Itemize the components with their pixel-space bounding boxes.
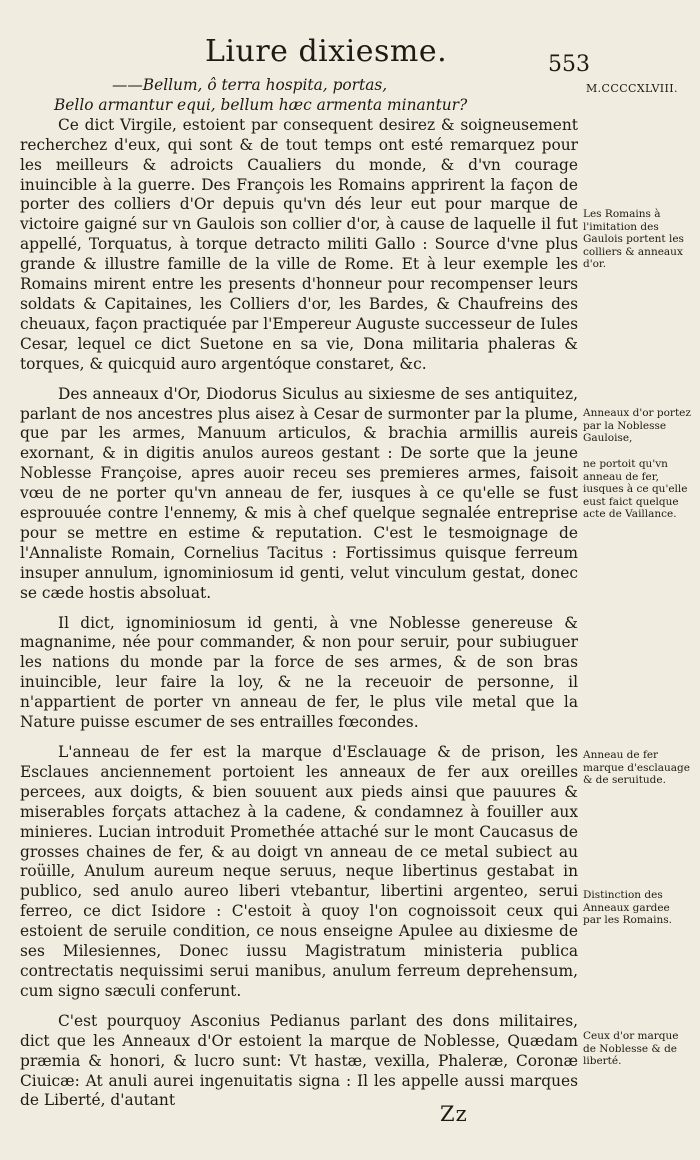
running-title: Liure dixiesme. (205, 34, 448, 69)
main-text-column (20, 76, 578, 1111)
paragraph-ignominiosum: Il dict, ignominiosum id genti, à vne Noblesse genereuse & magnanime, née pour commander, & non pour seruir, pour subiuguer les nations du monde par la force de ses armes, & de son bras inuincible, leur faire la loy, & ne la receuoir de personne, il n'appartient de porter vn anneau de fer, le plus vile metal que la Nature puisse escumer de ses entrailles fœcondes. (20, 613, 578, 732)
sidenote-anneau-de-fer-vaillance: ne portoit qu'vn anneau de fer, iusques à ce qu'elle eust faict quelque acte de Vaillance. (583, 458, 688, 520)
sidenote-distinction-anneaux: Distinction des Anneaux gardee par les Romains. (583, 889, 672, 926)
verse-line-1: ——Bellum, ô terra hospita, portas, (112, 76, 388, 94)
paragraph-asconius: C'est pourquoy Asconius Pedianus parlant des dons militaires, dict que les Anneaux d'Or estoient la marque de Noblesse, Quædam præmia & honori, & lucro sunt: Vt hastæ, vexilla, Phaleræ, Coronæ Ciuicæ: At anuli aurei ingenuitatis signa : Il les appelle aussi marques de Liberté, d'autant (20, 1011, 578, 1110)
verse-line-2: Bello armantur equi, bellum hæc armenta minantur? (54, 95, 468, 114)
year-marginal: M.CCCCXLVIII. (586, 82, 678, 95)
signature-catchword: Zz (440, 1102, 468, 1126)
sidenote-noblesse-liberte: Ceux d'or marque de Noblesse & de liberté. (583, 1030, 679, 1067)
paragraph-anneau-de-fer: L'anneau de fer est la marque d'Esclauage & de prison, les Esclaues anciennement portoient les anneaux de fer aux oreilles percees, aux doigts, & bien souuent aux pieds ainsi que pauures & miserables forçats attachez à la cadene, & condamnez à fouiller aux minieres. Lucian introduit Promethée attaché sur le mont Caucasus de grosses chaines de fer, & au doigt vn anneau de ce metal subiect au roüille, Anulum aureum neque seruus, neque libertinus gestabat in publico, sed anulo aureo liberi vtebantur, libertini argenteo, serui ferreo, ce dict Isidore : C'estoit à quoy l'on cognoissoit ceux qui estoient de seruile condition, ce nous enseigne Apulee au dixiesme de ses Milesiennes, Donec iussu Magistratum ministeria publica contrectatis nequissimi serui manibus, anulum ferreum deprehensum, cum signo sæculi conferunt. (20, 743, 578, 1000)
paragraph-anneaux-diodorus: Des anneaux d'Or, Diodorus Siculus au sixiesme de ses antiquitez, parlant de nos ancestres plus aisez à Cesar de surmonter par la plume, que par les armes, Manuum articulos, & brachia armillis aureis exornant, & in digitis anulos aureos gestant : De sorte que la jeune Noblesse Françoise, apres auoir receu ses premieres armes, faisoit vœu de ne porter qu'vn anneau de fer, iusques à ce qu'elle se fust esprouuée contre l'ennemy, & mis à chef quelque segnalée entreprise pour se mettre en estime & reputation. C'est le tesmoignage de l'Annaliste Romain, Cornelius Tacitus : Fortissimus quisque ferreum insuper annulum, ignominiosum id genti, velut vinculum gestat, donec se cæde hostis absoluat. (20, 384, 578, 602)
sidenote-anneaux-noblesse: Anneaux d'or portez par la Noblesse Gauloise, (583, 407, 691, 444)
paragraph-virgile-colliers: Ce dict Virgile, estoient par consequent desirez & soigneusement recherchez d'eux, qui sont & de tout temps ont esté remarquez pour les meilleurs & adroicts Caualiers du monde, & d'vn courage inuincible à la guerre. Des François les Romains apprirent la façon de porter des colliers d'Or depuis qu'vn dés leur eut pour marque de victoire gaigné sur vn Gaulois son collier d'or, à cause de laquelle il fut appellé, Torquatus, à torque detracto militi Gallo : Source d'vne plus grande & illustre famille de la ville de Rome. Et à leur exemple les Romains mirent entre les presents d'honneur pour recompenser leurs soldats & Capitaines, les Colliers d'or, les Bardes, & Chaufreins des cheuaux, façon practiquée par l'Empereur Auguste successeur de Iules Cesar, lequel ce dict Suetone en sa vie, Dona militaria phaleras & torques, & quicquid auro argentóque constaret, &c. (20, 115, 578, 373)
page-number: 553 (548, 52, 590, 77)
sidenote-esclauage: Anneau de fer marque d'esclauage & de seruitude. (583, 749, 690, 786)
sidenote-romains-colliers: Les Romains à l'imitation des Gaulois portent les colliers & anneaux d'or. (583, 208, 684, 270)
